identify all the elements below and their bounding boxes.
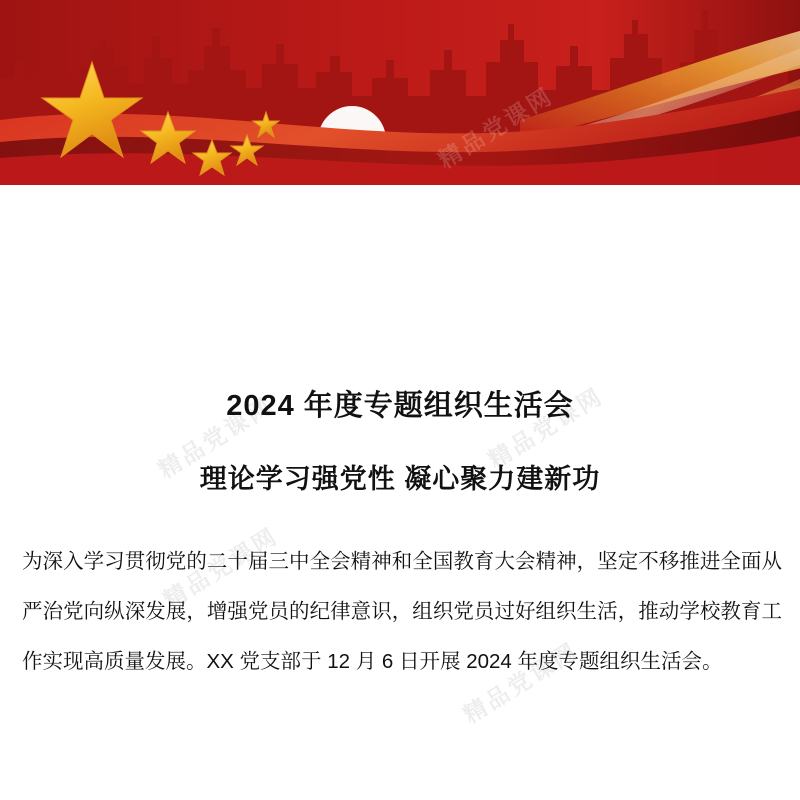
- page-subtitle: 理论学习强党性 凝心聚力建新功: [199, 464, 601, 494]
- watermark: 精品党课网: [483, 382, 608, 474]
- watermark: 精品党课网: [153, 392, 278, 484]
- document-body: [0, 185, 800, 800]
- body-paragraph: 为深入学习贯彻党的二十届三中全会精神和全国教育大会精神，坚定不移推进全面从严治党向纵深发展，增强党员的纪律意识，组织党员过好组织生活，推动学校教育工作实现高质量发展。XX 党支部于 12 月 6 日开展 2024 年度专题组织生活会。: [22, 550, 782, 673]
- banner-graphic: [0, 0, 800, 185]
- page-title: 2024 年度专题组织生活会: [226, 390, 574, 422]
- watermark: 精品党课网: [158, 522, 283, 614]
- banner: [0, 0, 800, 185]
- watermark: 精品党课网: [458, 637, 583, 729]
